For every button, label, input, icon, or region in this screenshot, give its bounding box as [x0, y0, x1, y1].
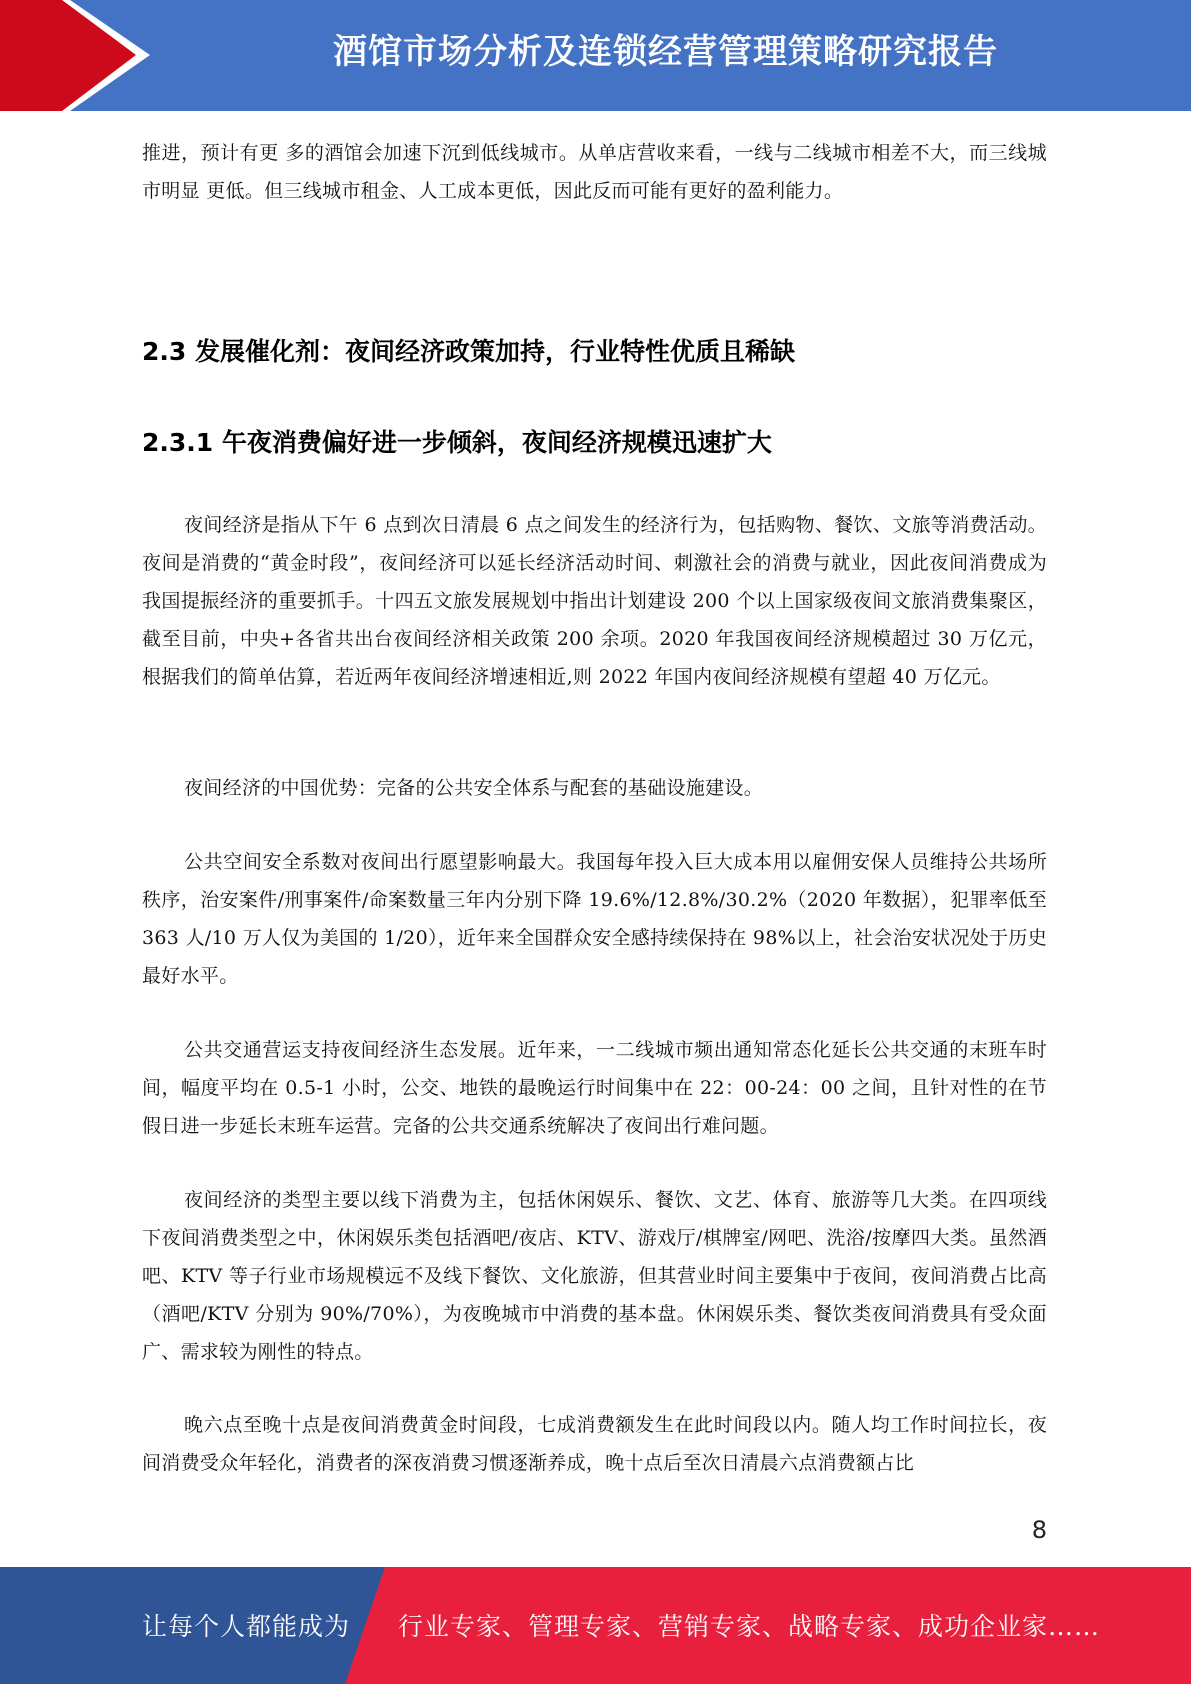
page-number: 8: [1031, 1516, 1047, 1544]
paragraph-consumption-types: 夜间经济的类型主要以线下消费为主，包括休闲娱乐、餐饮、文艺、体育、旅游等几大类。在四项线下夜间消费类型之中，休闲娱乐类包括酒吧/夜店、KTV、游戏厅/棋牌室/网吧、洗浴/按摩四大类。虽然酒吧、KTV 等子行业市场规模远不及线下餐饮、文化旅游，但其营业时间主要集中于夜间，夜间消费占比高（酒吧/KTV 分别为 90%/70%），为夜晚城市中消费的基本盘。休闲娱乐类、餐饮类夜间消费具有受众面广、需求较为刚性的特点。: [142, 1189, 1047, 1363]
header-banner: [0, 0, 1191, 111]
paragraph-china-advantage: 夜间经济的中国优势：完备的公共安全体系与配套的基础设施建设。: [184, 777, 764, 799]
paragraph-public-transport: 公共交通营运支持夜间经济生态发展。近年来，一二线城市频出通知常态化延长公共交通的末班车时间，幅度平均在 0.5-1 小时，公交、地铁的最晚运行时间集中在 22：00-24：00 之间，且针对性的在节假日进一步延长末班车运营。完备的公共交通系统解决了夜间出行难问题。: [142, 1039, 1047, 1137]
intro-paragraph: 推进，预计有更 多的酒馆会加速下沉到低线城市。从单店营收来看，一线与二线城市相差不大，而三线城市明显 更低。但三线城市租金、人工成本更低，因此反而可能有更好的盈利能力。: [142, 142, 1047, 202]
report-title: 酒馆市场分析及连锁经营管理策略研究报告: [333, 32, 998, 72]
footer-banner: [0, 1567, 1191, 1684]
footer-slogan-right: 行业专家、管理专家、营销专家、战略专家、成功企业家……: [398, 1612, 1101, 1641]
footer-slogan-left: 让每个人都能成为: [142, 1612, 351, 1641]
paragraph-night-economy: 夜间经济是指从下午 6 点到次日清晨 6 点之间发生的经济行为，包括购物、餐饮、文旅等消费活动。夜间是消费的“黄金时段”，夜间经济可以延长经济活动时间、刺激社会的消费与就业，因此夜间消费成为我国提振经济的重要抓手。十四五文旅发展规划中指出计划建设 200 个以上国家级夜间文旅消费集聚区，截至目前，中央+各省共出台夜间经济相关政策 200 余项。2020 年我国夜间经济规模超过 30 万亿元，根据我们的简单估算，若近两年夜间经济增速相近,则 2022 年国内夜间经济规模有望超 40 万亿元。: [142, 514, 1047, 688]
chevron-decoration-icon: [0, 0, 160, 111]
paragraph-golden-hours: 晚六点至晚十点是夜间消费黄金时间段，七成消费额发生在此时间段以内。随人均工作时间拉长，夜间消费受众年轻化，消费者的深夜消费习惯逐渐养成，晚十点后至次日清晨六点消费额占比: [142, 1414, 1047, 1474]
subsection-heading: 2.3.1 午夜消费偏好进一步倾斜，夜间经济规模迅速扩大: [142, 428, 772, 457]
paragraph-public-safety: 公共空间安全系数对夜间出行愿望影响最大。我国每年投入巨大成本用以雇佣安保人员维持公共场所秩序，治安案件/刑事案件/命案数量三年内分别下降 19.6%/12.8%/30.2%（2020 年数据），犯罪率低至 363 人/10 万人仅为美国的 1/20），近年来全国群众安全感持续保持在 98%以上，社会治安状况处于历史最好水平。: [142, 851, 1047, 987]
section-heading: 2.3 发展催化剂：夜间经济政策加持，行业特性优质且稀缺: [142, 337, 795, 366]
